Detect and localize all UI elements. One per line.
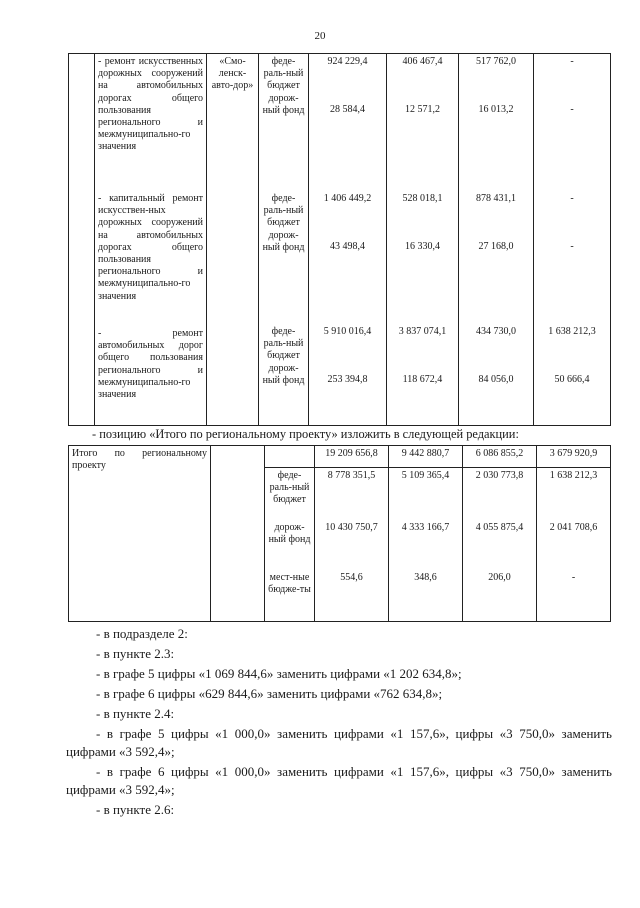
funding-source-group <box>262 193 305 326</box>
amount-value: - <box>570 104 574 115</box>
amount-value: - <box>570 56 574 67</box>
amount-value: 28 584,4 <box>330 104 365 115</box>
funding-source: дорож-ный фонд <box>262 92 305 116</box>
amount-value: 528 018,1 <box>402 193 443 204</box>
paragraph: - в графе 5 цифры «1 000,0» заменить цифрами «1 157,6», цифры «3 750,0» заменить цифрами «3 592,4»; <box>66 726 612 759</box>
amount-column <box>459 54 534 426</box>
total-amount: 3 679 920,9 <box>537 446 611 468</box>
amount-value: 2 030 773,8 <box>475 470 524 481</box>
amount-column <box>534 54 611 426</box>
regional-project-table <box>68 53 611 426</box>
amount-value: 2 041 708,6 <box>549 522 598 533</box>
total-amount: 9 442 880,7 <box>389 446 463 468</box>
work-item: - ремонт искусственных дорожных сооружений на автомобильных дорогах общего пользования регионального и межмуниципально-го значения <box>98 56 203 153</box>
amount-value: 348,6 <box>414 572 437 583</box>
amount-value: 1 406 449,2 <box>323 193 372 204</box>
amount-value: 16 013,2 <box>478 104 514 115</box>
funding-source: дорож-ный фонд <box>268 522 311 546</box>
funding-source: дорож-ный фонд <box>262 229 305 253</box>
amount-value: 3 837 074,1 <box>398 326 447 337</box>
amount-value: 12 571,2 <box>405 104 440 115</box>
funding-source: феде-раль-ный бюджет <box>263 56 304 92</box>
amount-column <box>309 54 387 426</box>
source-cell <box>265 468 315 622</box>
amount-value: 10 430 750,7 <box>325 522 378 533</box>
funding-source: мест-ные бюдже-ты <box>268 572 311 596</box>
funding-source: феде-раль-ный бюджет <box>263 193 304 229</box>
paragraph: - в пункте 2.3: <box>96 646 175 661</box>
funding-source: феде-раль-ный бюджет <box>269 470 310 506</box>
executor-cell <box>211 446 265 622</box>
amount-column <box>315 468 389 622</box>
amount-column <box>463 468 537 622</box>
amount-value: 406 467,4 <box>402 56 443 67</box>
paragraph: - в пункте 2.6: <box>96 802 175 817</box>
total-amount: 19 209 656,8 <box>315 446 389 468</box>
amount-value: - <box>570 241 574 252</box>
amount-value: 554,6 <box>340 572 363 583</box>
amount-value: 84 056,0 <box>478 374 514 385</box>
amount-value: - <box>571 572 576 583</box>
funding-source-group <box>262 326 305 387</box>
amount-value: 1 638 212,3 <box>548 326 596 337</box>
executor-cell <box>207 54 259 426</box>
instruction-text: - позицию «Итого по региональному проекту» изложить в следующей редакции: <box>92 427 519 441</box>
work-item: - капитальный ремонт искусствен-ных дорожных сооружений на автомобильных дорогах общего пользования регионального и межмуниципально-го значения <box>98 193 203 302</box>
amount-value: 878 431,1 <box>476 193 516 204</box>
amount-value: 206,0 <box>488 572 511 583</box>
total-amount: 6 086 855,2 <box>463 446 537 468</box>
amount-value: 118 672,4 <box>402 374 443 385</box>
amount-value: 434 730,0 <box>476 326 516 337</box>
funding-source-group <box>262 56 305 193</box>
amount-value: - <box>570 193 574 204</box>
amount-value: 50 666,4 <box>554 374 590 385</box>
amount-column <box>389 468 463 622</box>
amount-value: 4 333 166,7 <box>401 522 450 533</box>
paragraph: - в подразделе 2: <box>96 626 188 641</box>
work-item: - ремонт автомобильных дорог общего пользования регионального и межмуниципально-го значения <box>98 328 203 401</box>
amount-value: 5 910 016,4 <box>323 326 372 337</box>
amount-column <box>537 468 611 622</box>
amount-column <box>387 54 459 426</box>
amount-value: 8 778 351,5 <box>327 470 376 481</box>
paragraph: - в пункте 2.4: <box>96 706 175 721</box>
regional-project-total-table <box>68 445 611 622</box>
amount-value: 43 498,4 <box>330 241 365 252</box>
paragraph: - в графе 6 цифры «1 000,0» заменить цифрами «1 157,6», цифры «3 750,0» заменить цифрами «3 592,4»; <box>66 764 612 797</box>
total-title: Итого по региональному проекту <box>72 448 207 472</box>
row-number-cell <box>69 54 95 426</box>
amount-value: 27 168,0 <box>478 241 514 252</box>
source-cell <box>259 54 309 426</box>
amount-value: 517 762,0 <box>476 56 516 67</box>
amount-value: 5 109 365,4 <box>401 470 450 481</box>
works-cell <box>95 54 207 426</box>
executor-name: «Смо-ленск-авто-дор» <box>211 56 254 92</box>
amount-value: 16 330,4 <box>405 241 440 252</box>
funding-source: дорож-ный фонд <box>262 362 305 386</box>
amount-value: 253 394,8 <box>327 374 368 385</box>
amount-value: 1 638 212,3 <box>549 470 598 481</box>
amount-value: 4 055 875,4 <box>475 522 524 533</box>
paragraph: - в графе 5 цифры «1 069 844,6» заменить цифрами «1 202 634,8»; <box>96 666 462 681</box>
page-number: 20 <box>314 30 326 42</box>
amount-value: 924 229,4 <box>327 56 368 67</box>
funding-source: феде-раль-ный бюджет <box>263 326 304 362</box>
source-cell <box>265 446 315 468</box>
paragraph: - в графе 6 цифры «629 844,6» заменить цифрами «762 634,8»; <box>96 686 443 701</box>
total-title-cell <box>69 446 211 622</box>
